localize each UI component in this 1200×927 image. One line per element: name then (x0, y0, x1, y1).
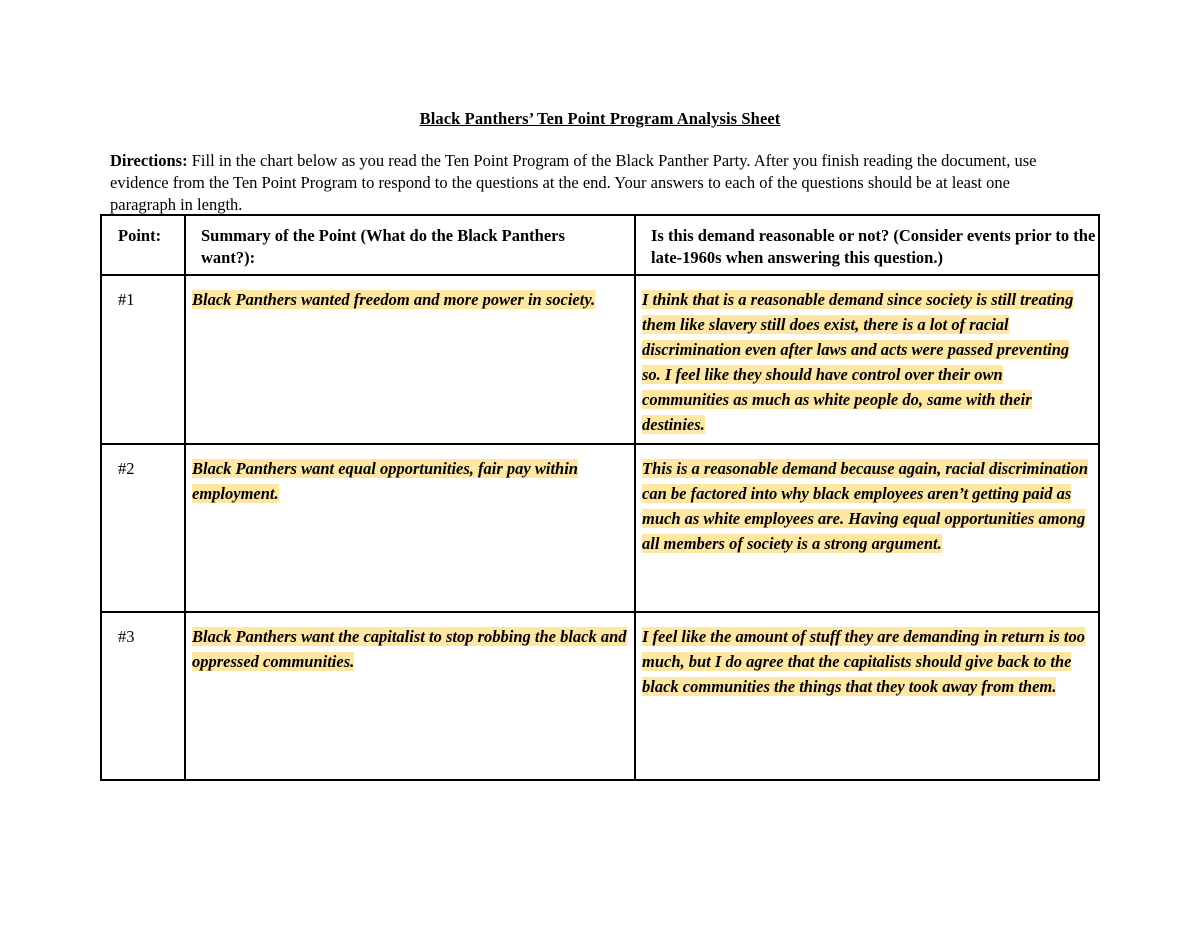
reasonable-answer: I think that is a reasonable demand since society is still treating them like slavery still does exist, there is a lot of racial discrimination even after laws and acts were passed preventing so. I feel like they should have control over their own communities as much as white people do, same with their destinies. (642, 290, 1074, 434)
point-cell[interactable] (101, 444, 185, 612)
header-summary-label: Summary of the Point (What do the Black Panthers want?): (201, 226, 565, 267)
directions-paragraph (110, 150, 1070, 216)
document-title: Black Panthers’ Ten Point Program Analysis Sheet (419, 109, 781, 128)
summary-cell[interactable] (185, 444, 635, 612)
summary-answer: Black Panthers wanted freedom and more power in society. (192, 290, 596, 309)
header-reasonable-label: Is this demand reasonable or not? (Consider events prior to the late-1960s when answering this question.) (651, 226, 1096, 267)
reasonable-cell[interactable] (635, 275, 1099, 444)
reasonable-cell[interactable] (635, 612, 1099, 780)
directions-label: Directions: (110, 151, 188, 170)
reasonable-cell[interactable] (635, 444, 1099, 612)
header-point-label: Point: (118, 226, 162, 245)
header-point (101, 215, 185, 275)
point-number: #3 (118, 627, 135, 646)
summary-cell[interactable] (185, 275, 635, 444)
summary-answer: Black Panthers want equal opportunities, fair pay within employment. (192, 459, 578, 503)
reasonable-answer: I feel like the amount of stuff they are demanding in return is too much, but I do agree that the capitalists should give back to the black communities the things that they took away from them. (642, 627, 1085, 696)
table-header-row (101, 215, 1099, 275)
table-row (101, 444, 1099, 612)
reasonable-answer: This is a reasonable demand because again, racial discrimination can be factored into why black employees aren’t getting paid as much as white employees are. Having equal opportunities among all members of society is a strong argument. (642, 459, 1088, 553)
table-row (101, 275, 1099, 444)
summary-cell[interactable] (185, 612, 635, 780)
summary-answer: Black Panthers want the capitalist to stop robbing the black and oppressed communities. (192, 627, 627, 671)
header-reasonable (635, 215, 1099, 275)
analysis-table (100, 214, 1100, 781)
point-cell[interactable] (101, 275, 185, 444)
point-number: #1 (118, 290, 135, 309)
directions-text: Fill in the chart below as you read the Ten Point Program of the Black Panther Party. After you finish reading the document, use evidence from the Ten Point Program to respond to the questions at the end. Your answers to each of the questions should be at least one paragraph in length. (110, 151, 1037, 214)
point-cell[interactable] (101, 612, 185, 780)
table-row (101, 612, 1099, 780)
point-number: #2 (118, 459, 135, 478)
header-summary (185, 215, 635, 275)
